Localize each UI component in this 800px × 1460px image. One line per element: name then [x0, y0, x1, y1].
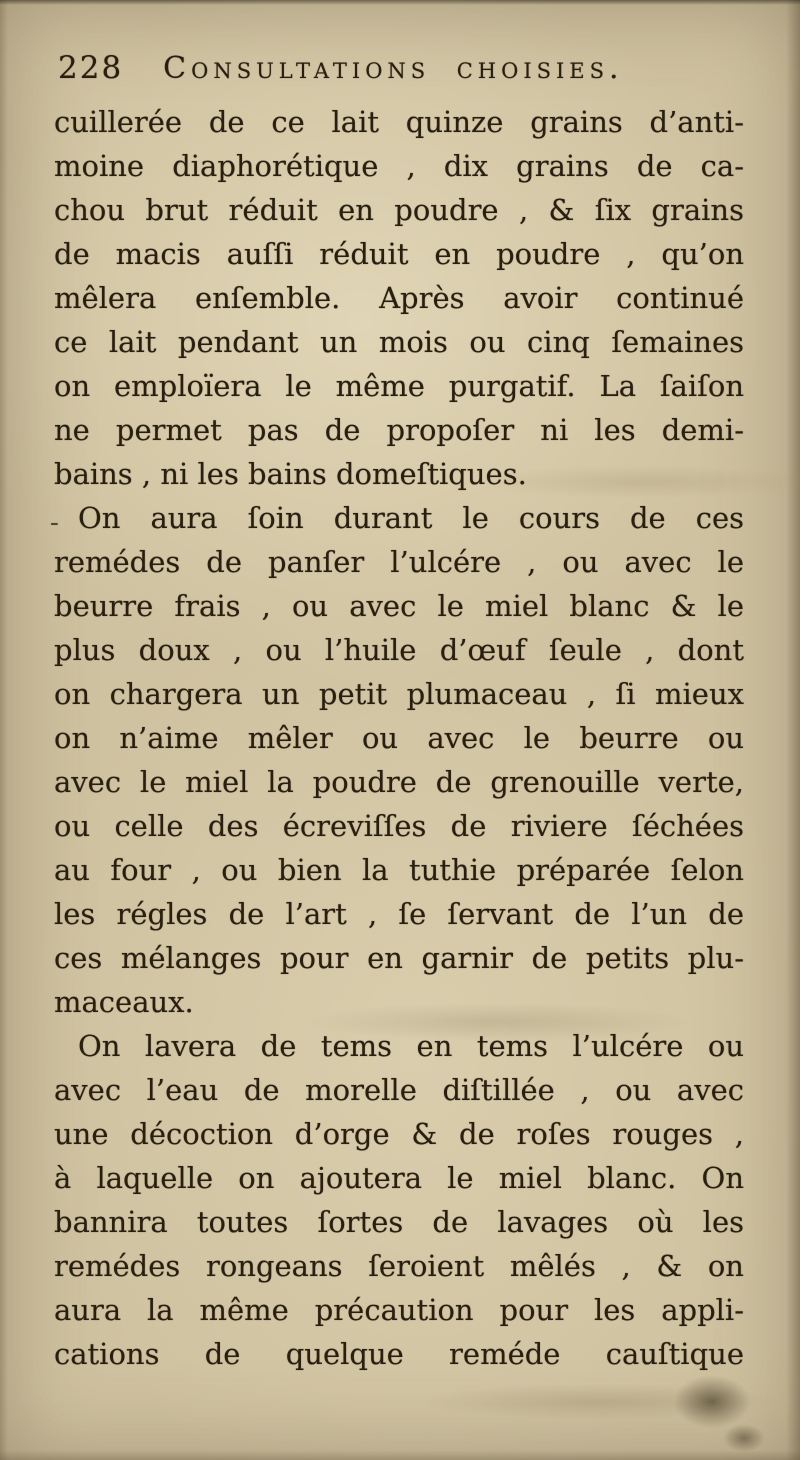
- text-line: on n’aime mêler ou avec le beurre ou: [54, 721, 744, 755]
- text-line: aura la même précaution pour les appli-: [54, 1293, 744, 1327]
- text-line: on emploïera le même purgatif. La ſaiſon: [54, 369, 744, 403]
- text-line: ces mélanges pour en garnir de petits plu-: [54, 941, 744, 975]
- text-line: remédes de panſer l’ulcére , ou avec le: [54, 545, 744, 579]
- text-line: de macis auſſi réduit en poudre , qu’on: [54, 237, 744, 271]
- text-line: les régles de l’art , ſe ſervant de l’un de: [54, 897, 744, 931]
- text-line: beurre frais , ou avec le miel blanc & le: [54, 589, 744, 623]
- text-line: remédes rongeans ſeroient mêlés , & on: [54, 1249, 744, 1283]
- text-line: maceaux.: [54, 985, 194, 1019]
- text-line: on chargera un petit plumaceau , ſi mieux: [54, 677, 744, 711]
- text-line: bannira toutes ſortes de lavages où les: [54, 1205, 744, 1239]
- text-line: On lavera de tems en tems l’ulcére ou: [78, 1029, 744, 1063]
- text-line: ce lait pendant un mois ou cinq ſemaines: [54, 325, 744, 359]
- text-line: au four , ou bien la tuthie préparée ſelon: [54, 853, 744, 887]
- text-line: à laquelle on ajoutera le miel blanc. On: [54, 1161, 744, 1195]
- page-number: 228: [58, 50, 124, 86]
- text-line: cations de quelque reméde cauſtique: [54, 1337, 744, 1371]
- text-line: bains , ni les bains domeſtiques.: [54, 457, 527, 491]
- text-line: avec le miel la poudre de grenouille verte,: [54, 765, 744, 799]
- text-line: moine diaphorétique , dix grains de ca-: [54, 149, 744, 183]
- stray-ink-mark: -: [50, 508, 59, 538]
- running-title: Consultations choisies.: [163, 51, 624, 86]
- text-line: ou celle des écreviſſes de riviere ſéchées: [54, 809, 744, 843]
- text-line: avec l’eau de morelle diſtillée , ou avec: [54, 1073, 744, 1107]
- text-line: cuillerée de ce lait quinze grains d’anti-: [54, 105, 744, 139]
- text-line: une décoction d’orge & de roſes rouges ,: [54, 1117, 744, 1151]
- text-line: On aura ſoin durant le cours de ces: [78, 501, 744, 535]
- page-header: [58, 50, 744, 86]
- text-block: [54, 100, 744, 1376]
- text-line: chou brut réduit en poudre , & ſix grains: [54, 193, 744, 227]
- text-line: mêlera enſemble. Après avoir continué: [54, 281, 744, 315]
- text-line: ne permet pas de propoſer ni les demi-: [54, 413, 744, 447]
- text-line: plus doux , ou l’huile d’œuf ſeule , dont: [54, 633, 744, 667]
